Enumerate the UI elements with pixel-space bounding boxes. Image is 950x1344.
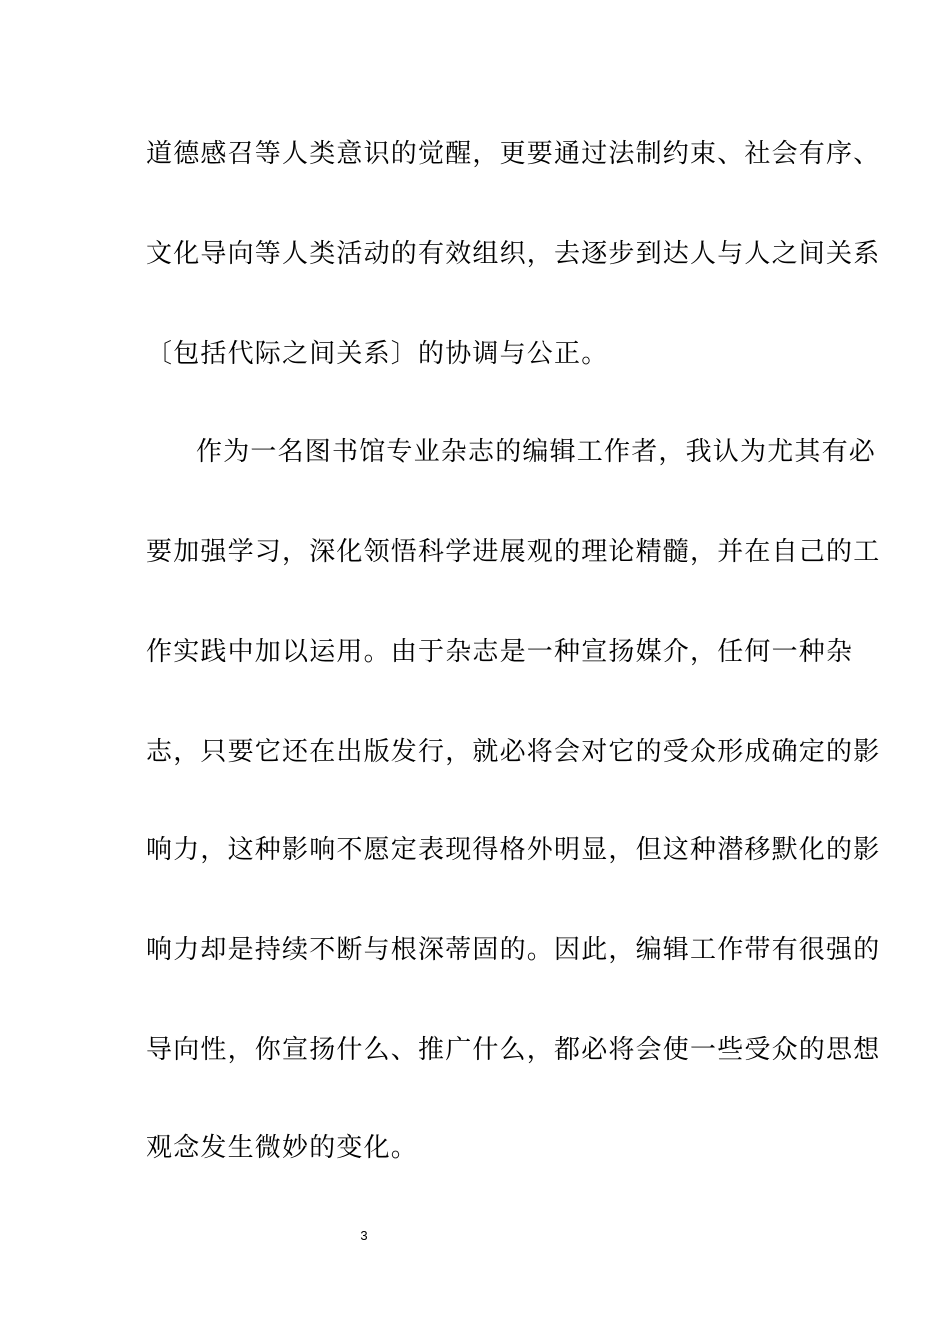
text-line: 要加强学习，深化领悟科学进展观的理论精髓，并在自己的工 [146, 537, 881, 567]
text-line: 作实践中加以运用。由于杂志是一种宣扬媒介，任何一种杂 [146, 637, 854, 667]
text-line: 志，只要它还在出版发行，就必将会对它的受众形成确定的影 [146, 737, 881, 767]
text-line: 响力，这种影响不愿定表现得格外明显，但这种潜移默化的影 [146, 835, 881, 865]
text-line: 文化导向等人类活动的有效组织，去逐步到达人与人之间关系 [146, 239, 881, 269]
text-line: 响力却是持续不断与根深蒂固的。因此，编辑工作带有很强的 [146, 935, 881, 965]
page-number: 3 [360, 1228, 368, 1243]
text-line: 导向性，你宣扬什么、推广什么，都必将会使一些受众的思想 [146, 1035, 881, 1065]
text-line: 观念发生微妙的变化。 [146, 1133, 419, 1163]
text-line: 作为一名图书馆专业杂志的编辑工作者，我认为尤其有必 [196, 437, 877, 467]
text-line: 道德感召等人类意识的觉醒，更要通过法制约束、社会有序、 [146, 139, 881, 169]
text-line: 〔包括代际之间关系〕的协调与公正。 [146, 339, 609, 369]
